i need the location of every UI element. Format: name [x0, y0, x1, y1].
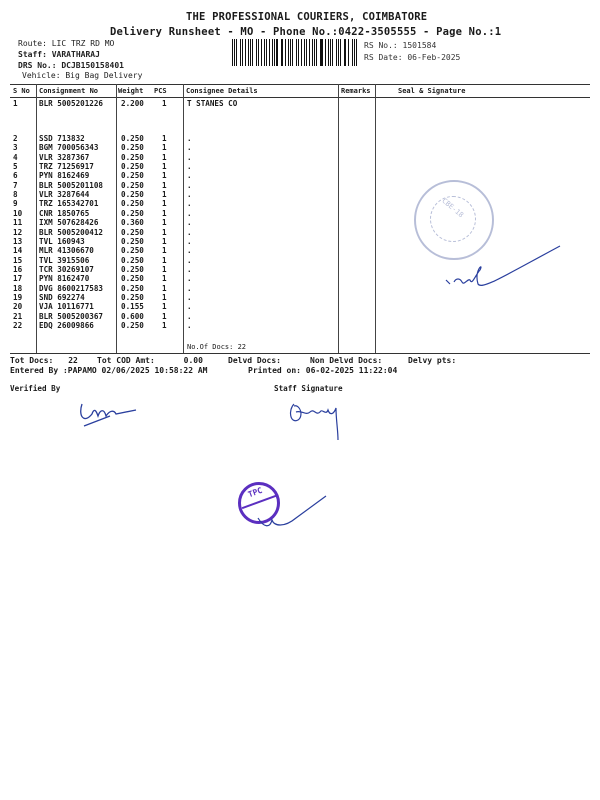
- row-weight: 0.250: [121, 255, 144, 265]
- row-sno: 19: [13, 292, 23, 302]
- seal-stamp-text: CBE-18: [440, 196, 465, 220]
- row-consignment-no: PYN 8162469: [39, 171, 90, 181]
- column-divider: [375, 84, 376, 353]
- route-value: LIC TRZ RD MO: [51, 39, 115, 48]
- row-weight: 0.600: [121, 311, 144, 321]
- row-pcs: 1: [162, 99, 167, 108]
- barcode-bar: [240, 39, 241, 66]
- row-pcs: 1: [162, 134, 167, 143]
- row-pcs: 1: [162, 292, 167, 302]
- staff-signature-label: Staff Signature: [274, 384, 343, 393]
- row-sno: 1: [13, 99, 18, 108]
- vehicle-label: Vehicle:: [22, 71, 61, 80]
- row-consignee: .: [187, 152, 192, 162]
- row-consignment-no: VJA 10116771: [39, 302, 94, 312]
- row-sno: 17: [13, 274, 23, 284]
- printed-on: Printed on: 06-02-2025 11:22:04: [248, 366, 398, 375]
- row-sno: 5: [13, 162, 18, 172]
- row-pcs: 1: [162, 180, 167, 190]
- row-sno: 15: [13, 255, 23, 265]
- barcode-bar: [356, 39, 357, 66]
- row-pcs: 1: [162, 171, 167, 181]
- staff-stamp-text: TPC: [246, 485, 264, 500]
- row-consignee: .: [187, 143, 192, 153]
- row-consignee: .: [187, 236, 192, 246]
- row-sno: 9: [13, 199, 18, 209]
- row-sno: 4: [13, 152, 18, 162]
- table-bottom-rule: [10, 353, 590, 354]
- vehicle-line: [22, 71, 142, 80]
- row-consignee: .: [187, 208, 192, 218]
- row-consignee: .: [187, 292, 192, 302]
- row-consignee: .: [187, 246, 192, 256]
- col-header-remarks: Remarks: [341, 87, 371, 95]
- no-of-docs: No.Of Docs: 22: [187, 343, 247, 351]
- row-pcs: 1: [162, 264, 167, 274]
- tot-docs-label: Tot Docs:: [10, 356, 54, 365]
- table-header-rule: [10, 97, 590, 98]
- rs-date-line: [364, 53, 460, 62]
- row-weight: 0.250: [121, 283, 144, 293]
- row-weight: 2.200: [121, 99, 144, 108]
- row-sno: 3: [13, 143, 18, 153]
- row-pcs: 1: [162, 218, 167, 228]
- barcode-bar: [258, 39, 259, 66]
- barcode-bar: [306, 39, 307, 66]
- row-consignment-no: DVG 8600217583: [39, 283, 104, 293]
- row-consignment-no: TRZ 165342701: [39, 199, 99, 209]
- staff-label: Staff:: [18, 50, 47, 59]
- row-sno: 8: [13, 190, 18, 200]
- row-weight: 0.250: [121, 180, 144, 190]
- row-consignment-no: TVL 3915506: [39, 255, 90, 265]
- row-consignment-no: VLR 3287367: [39, 152, 90, 162]
- barcode-bar: [276, 39, 277, 66]
- barcode-bar: [344, 39, 345, 66]
- row-weight: 0.250: [121, 246, 144, 256]
- row-pcs: 1: [162, 199, 167, 209]
- row-weight: 0.250: [121, 208, 144, 218]
- barcode-bar: [328, 39, 329, 66]
- row-consignee: .: [187, 218, 192, 228]
- barcode-bar: [252, 39, 253, 66]
- rs-date-label: RS Date:: [364, 53, 403, 62]
- col-header-consignment: Consignment No: [39, 87, 99, 95]
- row-consignment-no: BLR 5005200412: [39, 227, 104, 237]
- rs-date-value: 06-Feb-2025: [407, 53, 461, 62]
- row-sno: 14: [13, 246, 23, 256]
- rs-no-label: RS No.:: [364, 41, 398, 50]
- row-consignee: .: [187, 321, 192, 330]
- row-consignment-no: TVL 160943: [39, 236, 85, 246]
- row-consignee: .: [187, 264, 192, 274]
- barcode-bar: [298, 39, 299, 66]
- non-delvd-docs-label: Non Delvd Docs:: [310, 356, 383, 365]
- tot-cod-value: 0.00: [183, 356, 203, 365]
- verified-signature: [76, 396, 146, 432]
- row-consignee: .: [187, 199, 192, 209]
- barcode: [232, 39, 360, 66]
- col-header-sno: S No: [13, 87, 30, 95]
- route-line: [18, 39, 114, 48]
- row-consignment-no: BGM 700056343: [39, 143, 99, 153]
- row-consignment-no: SSD 713832: [39, 134, 85, 143]
- row-weight: 0.250: [121, 264, 144, 274]
- row-weight: 0.250: [121, 274, 144, 284]
- runsheet-subtitle: Delivery Runsheet - MO - Phone No.:0422-3505555 - Page No.:1: [110, 26, 502, 38]
- staff-line: [18, 50, 100, 59]
- row-weight: 0.250: [121, 227, 144, 237]
- row-sno: 21: [13, 311, 23, 321]
- column-divider: [116, 84, 117, 353]
- row-consignee: .: [187, 311, 192, 321]
- verified-by-label: Verified By: [10, 384, 61, 393]
- column-divider: [183, 84, 184, 353]
- row-weight: 0.250: [121, 143, 144, 153]
- drs-value: DCJB150158401: [61, 61, 124, 70]
- drs-label: DRS No.:: [18, 61, 57, 70]
- row-pcs: 1: [162, 255, 167, 265]
- column-divider: [338, 84, 339, 353]
- row-weight: 0.250: [121, 199, 144, 209]
- vehicle-value: Big Bag Delivery: [65, 71, 143, 80]
- row-pcs: 1: [162, 227, 167, 237]
- barcode-bar: [336, 39, 337, 66]
- row-weight: 0.250: [121, 152, 144, 162]
- staff-signature: [286, 396, 356, 442]
- company-title: THE PROFESSIONAL COURIERS, COIMBATORE: [186, 11, 428, 23]
- tot-cod-label: Tot COD Amt:: [97, 356, 155, 365]
- barcode-bar: [232, 39, 233, 66]
- row-consignee: .: [187, 255, 192, 265]
- row-consignee: .: [187, 162, 192, 172]
- row-consignee: .: [187, 302, 192, 312]
- row-weight: 0.360: [121, 218, 144, 228]
- row-sno: 2: [13, 134, 18, 143]
- row-consignment-no: BLR 5005201108: [39, 180, 104, 190]
- row-pcs: 1: [162, 236, 167, 246]
- row-consignee: .: [187, 274, 192, 284]
- row-sno: 22: [13, 321, 23, 330]
- col-header-weight: Weight: [118, 87, 144, 95]
- row-consignment-no: PYN 8162470: [39, 274, 90, 284]
- row-consignment-no: TCR 30269107: [39, 264, 94, 274]
- row-pcs: 1: [162, 283, 167, 293]
- row-consignee: .: [187, 283, 192, 293]
- route-label: Route:: [18, 39, 47, 48]
- column-divider: [36, 84, 37, 353]
- col-header-seal-signature: Seal & Signature: [398, 87, 466, 95]
- row-pcs: 1: [162, 302, 167, 312]
- drs-line: [18, 61, 124, 70]
- rs-no-value: 1501584: [402, 41, 437, 50]
- delvy-pts-label: Delvy pts:: [408, 356, 457, 365]
- row-pcs: 1: [162, 246, 167, 256]
- barcode-bar: [274, 39, 275, 66]
- tot-cod: [97, 356, 203, 365]
- row-consignment-no: TRZ 71256917: [39, 162, 94, 172]
- row-pcs: 1: [162, 274, 167, 284]
- table-top-rule: [10, 84, 590, 85]
- row-sno: 6: [13, 171, 18, 181]
- row-consignment-no: CNR 1850765: [39, 208, 90, 218]
- row-pcs: 1: [162, 311, 167, 321]
- barcode-bar: [245, 39, 246, 66]
- row-consignee: .: [187, 227, 192, 237]
- col-header-pcs: PCS: [154, 87, 167, 95]
- tot-docs-value: 22: [68, 356, 78, 365]
- row-consignee: .: [187, 190, 192, 200]
- row-consignment-no: EDQ 26009866: [39, 321, 94, 330]
- row-weight: 0.250: [121, 171, 144, 181]
- barcode-bar: [321, 39, 322, 66]
- row-pcs: 1: [162, 190, 167, 200]
- row-consignee: .: [187, 171, 192, 181]
- row-pcs: 1: [162, 162, 167, 172]
- row-consignment-no: MLR 41306670: [39, 246, 94, 256]
- row-weight: 0.250: [121, 134, 144, 143]
- row-weight: 0.250: [121, 321, 144, 330]
- consignee-signature: [444, 240, 564, 300]
- row-pcs: 1: [162, 143, 167, 153]
- row-pcs: 1: [162, 208, 167, 218]
- row-sno: 10: [13, 208, 23, 218]
- barcode-bar: [348, 39, 349, 66]
- row-consignment-no: BLR 5005201226: [39, 99, 104, 108]
- barcode-bar: [292, 39, 293, 66]
- barcode-bar: [285, 39, 286, 66]
- row-sno: 11: [13, 218, 23, 228]
- row-weight: 0.155: [121, 302, 144, 312]
- row-consignment-no: SND 692274: [39, 292, 85, 302]
- delvd-docs-label: Delvd Docs:: [228, 356, 281, 365]
- row-consignment-no: BLR 5005200367: [39, 311, 104, 321]
- row-sno: 20: [13, 302, 23, 312]
- staff-value: VARATHARAJ: [51, 50, 100, 59]
- row-sno: 13: [13, 236, 23, 246]
- row-sno: 16: [13, 264, 23, 274]
- entered-by: Entered By :PAPAMO 02/06/2025 10:58:22 AM: [10, 366, 208, 375]
- row-weight: 0.250: [121, 162, 144, 172]
- row-consignment-no: IXM 507628426: [39, 218, 99, 228]
- barcode-bar: [314, 39, 315, 66]
- staff-stamp-signature: [256, 494, 328, 530]
- row-consignee: .: [187, 180, 192, 190]
- row-pcs: 1: [162, 321, 167, 330]
- rs-no-line: [364, 41, 436, 50]
- tot-docs: [10, 356, 78, 365]
- row-weight: 0.250: [121, 292, 144, 302]
- barcode-bar: [266, 39, 267, 66]
- row-pcs: 1: [162, 152, 167, 162]
- row-sno: 18: [13, 283, 23, 293]
- row-consignment-no: VLR 3287644: [39, 190, 90, 200]
- row-sno: 12: [13, 227, 23, 237]
- row-weight: 0.250: [121, 236, 144, 246]
- row-sno: 7: [13, 180, 18, 190]
- row-consignee: T STANES CO: [187, 99, 238, 108]
- row-consignee: .: [187, 134, 192, 143]
- col-header-consignee: Consignee Details: [186, 87, 258, 95]
- row-weight: 0.250: [121, 190, 144, 200]
